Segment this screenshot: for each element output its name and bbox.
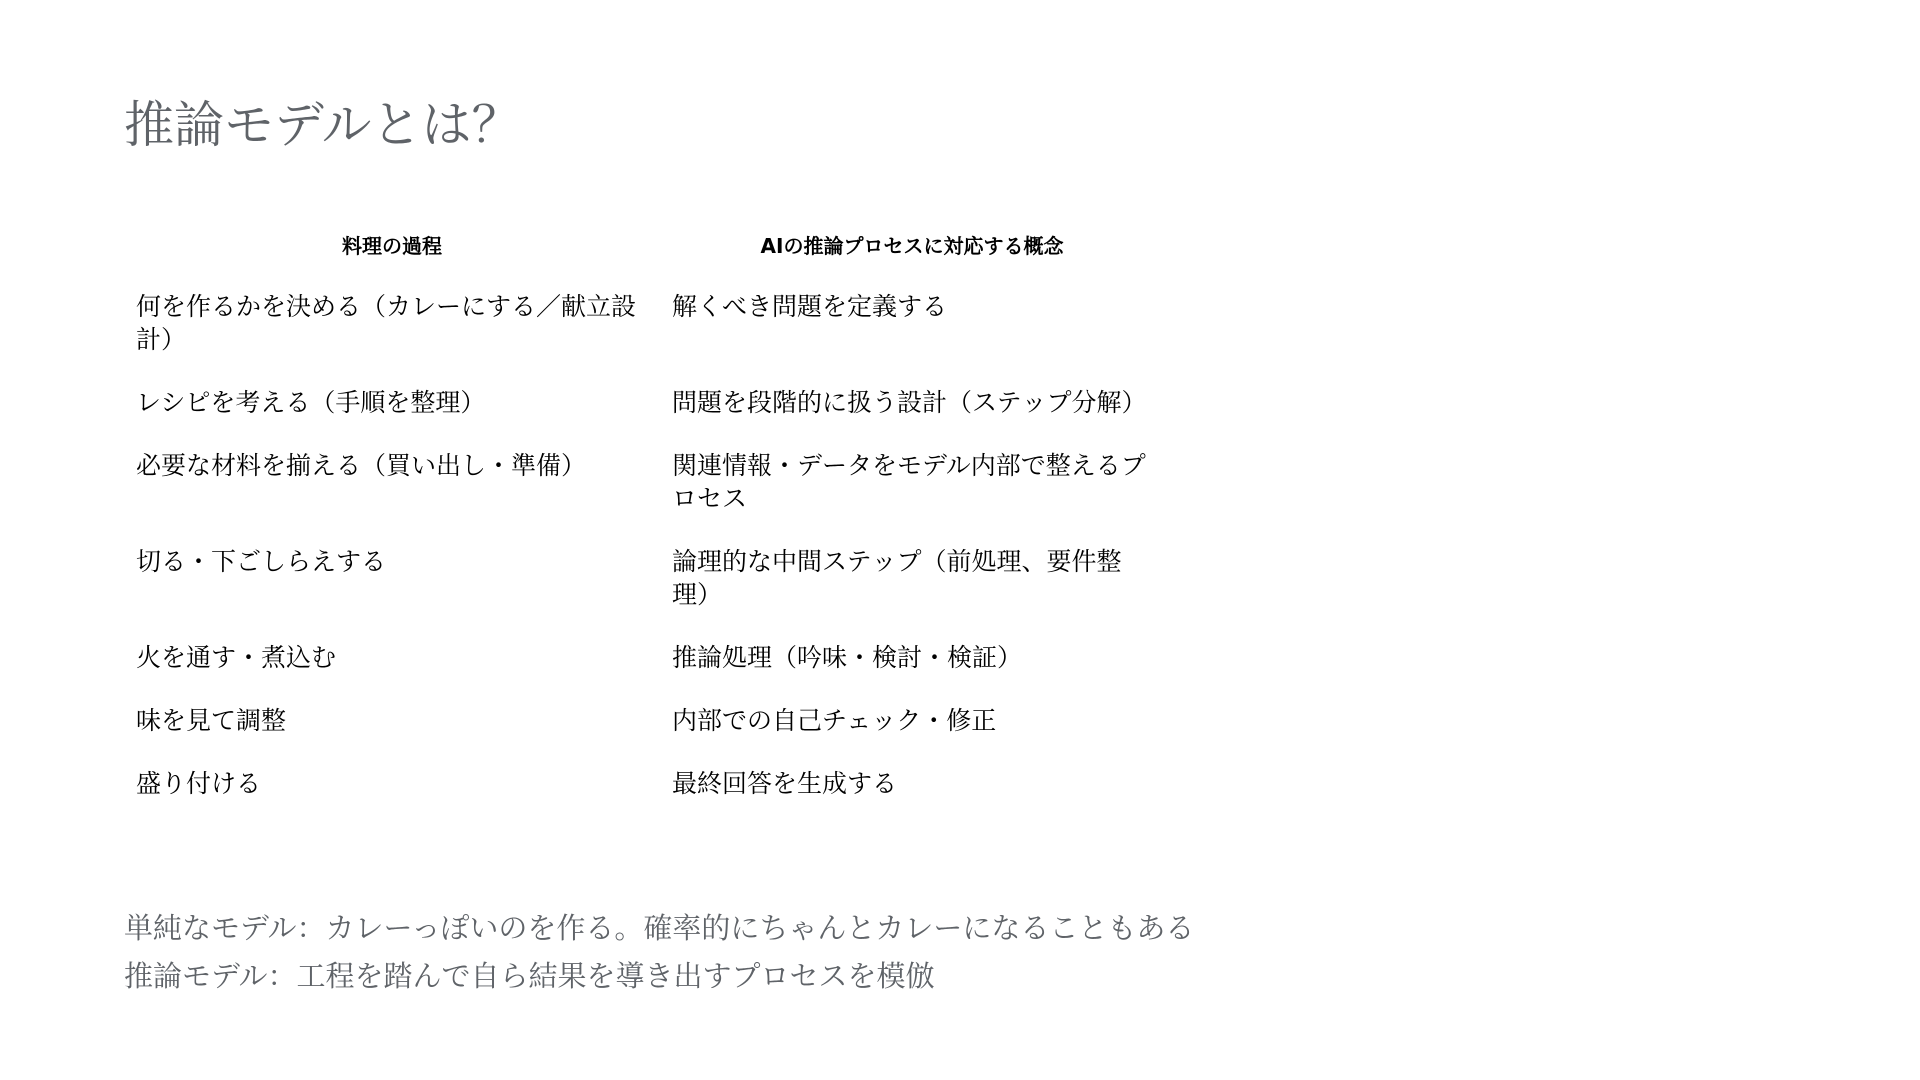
table-row [124,374,1164,437]
cooking-step-cell: 火を通す・煮込む [136,643,337,672]
ai-concept-cell: 論理的な中間ステップ（前処理、要件整理） [672,547,1122,609]
table-row [124,278,1164,374]
ai-concept-cell: 推論処理（吟味・検討・検証） [672,643,1023,672]
cooking-step-cell: 味を見て調整 [136,706,287,735]
ai-concept-cell: 問題を段階的に扱う設計（ステップ分解） [672,388,1147,417]
table-row [124,629,1164,692]
note-reasoning-model: 推論モデル：工程を踏んで自ら結果を導き出すプロセスを模倣 [124,959,935,993]
table-row [124,533,1164,629]
table-row [124,692,1164,755]
ai-concept-cell: 最終回答を生成する [672,769,898,798]
note-simple-model: 単純なモデル：カレーっぽいのを作る。確率的にちゃんとカレーになることもある [124,911,1195,945]
ai-concept-cell: 内部での自己チェック・修正 [672,706,997,735]
header-ai-concept: AIの推論プロセスに対応する概念 [760,234,1064,258]
table-header-row [124,226,1164,278]
cooking-step-cell: 切る・下ごしらえする [136,547,387,576]
slide-title: 推論モデルとは？ [124,96,522,154]
footer-notes [124,904,1194,1000]
cooking-step-cell: 何を作るかを決める（カレーにする／献立設計） [136,292,637,354]
cooking-step-cell: レシピを考える（手順を整理） [136,388,486,417]
cooking-step-cell: 必要な材料を揃える（買い出し・準備） [136,451,587,480]
cooking-step-cell: 盛り付ける [136,769,262,798]
header-cooking-process: 料理の過程 [342,234,442,258]
ai-concept-cell: 関連情報・データをモデル内部で整えるプロセス [672,451,1146,513]
ai-concept-cell: 解くべき問題を定義する [672,292,948,321]
comparison-table [124,226,1164,818]
table-row [124,755,1164,818]
table-row [124,437,1164,533]
